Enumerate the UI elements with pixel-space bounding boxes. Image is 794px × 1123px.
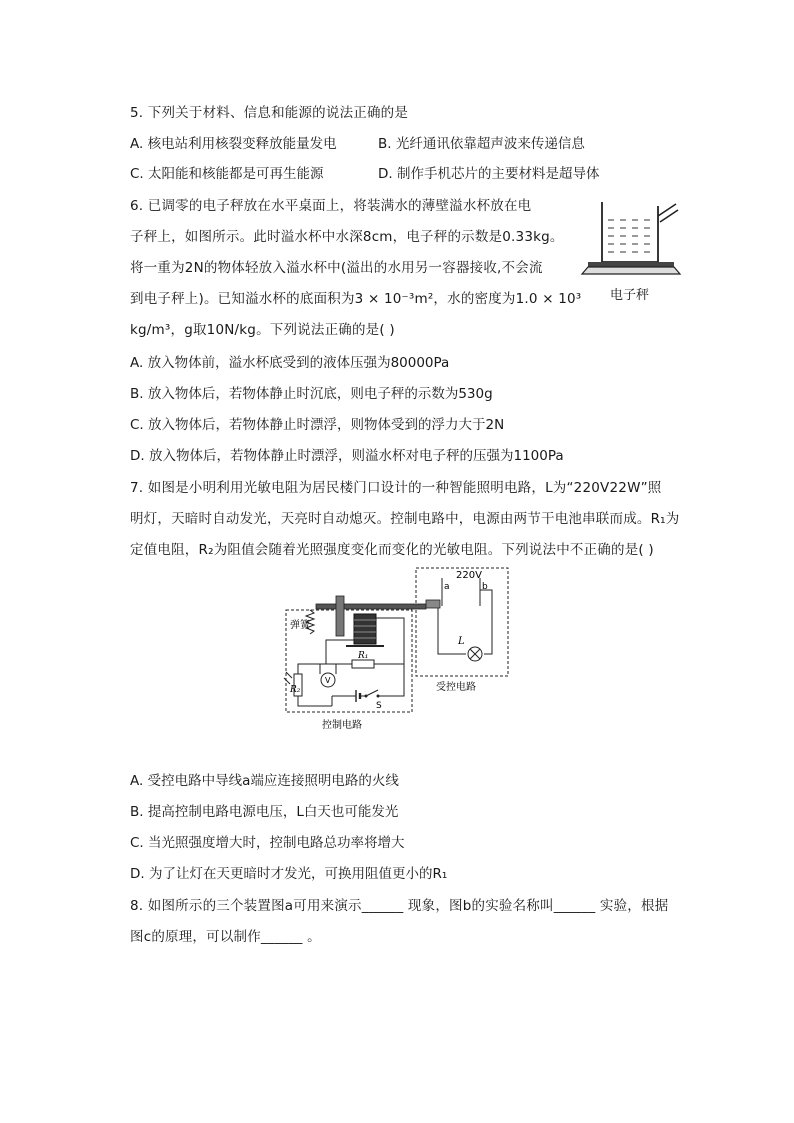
control-circuit-label: 控制电路 [322,720,362,731]
q8-line-2: 图c的原理，可以制作______ 。 [130,929,321,945]
q7-option-c: C. 当光照强度增大时，控制电路总功率将增大 [130,835,405,851]
q6-option-a: A. 放入物体前，溢水杯底受到的液体压强为80000Pa [130,355,450,371]
spring-label: 弹簧 [290,620,310,631]
q5-stem: 5. 下列关于材料、信息和能源的说法正确的是 [130,105,409,121]
r2-label: R₂ [290,685,301,695]
voltmeter-label: V [325,676,331,685]
q6-line-1: 6. 已调零的电子秤放在水平桌面上，将装满水的薄壁溢水杯放在电 [130,198,532,214]
q5-option-c: C. 太阳能和核能都是可再生能源 [130,166,324,182]
q7-line-3: 定值电阻，R₂为阻值会随着光照强度变化而变化的光敏电阻。下列说法中不正确的是( ) [130,542,654,558]
q5-option-d: D. 制作手机芯片的主要材料是超导体 [378,166,600,182]
q6-option-d: D. 放入物体后，若物体静止时漂浮，则溢水杯对电子秤的压强为1100Pa [130,448,564,464]
q6-line-3: 将一重为2N的物体轻放入溢水杯中(溢出的水用另一容器接收,不会流 [130,260,543,276]
q7-option-a: A. 受控电路中导线a端应连接照明电路的火线 [130,773,399,789]
switch-label: S [376,701,382,711]
q7-option-d: D. 为了让灯在天更暗时才发光，可换用阻值更小的R₁ [130,866,448,882]
q8-line-1: 8. 如图所示的三个装置图a可用来演示______ 现象，图b的实验名称叫______ 实验，根据 [130,898,669,914]
q6-option-c: C. 放入物体后，若物体静止时漂浮，则物体受到的浮力大于2N [130,417,505,433]
q5-option-a: A. 核电站利用核裂变释放能量发电 [130,136,337,152]
terminal-b-label: b [482,582,488,592]
r1-label: R₁ [358,651,369,661]
q6-option-b: B. 放入物体后，若物体静止时沉底，则电子秤的示数为530g [130,386,493,402]
controlled-circuit-label: 受控电路 [436,682,476,693]
scale-label: 电子秤 [610,288,650,303]
terminal-a-label: a [444,582,450,592]
circuit-figure [280,566,515,736]
voltage-label: 220V [456,570,482,581]
q7-line-1: 7. 如图是小明利用光敏电阻为居民楼门口设计的一种智能照明电路，L为“220V22W”照 [130,480,662,496]
q5-option-b: B. 光纤通讯依靠超声波来传递信息 [378,136,585,152]
q6-line-4: 到电子秤上)。已知溢水杯的底面积为3 × 10⁻³m²，水的密度为1.0 × 10³ [130,291,582,307]
q7-line-2: 明灯，天暗时自动发光，天亮时自动熄灭。控制电路中，电源由两节干电池串联而成。R₁为 [130,511,680,527]
lamp-label: L [458,636,465,647]
q6-line-2: 子秤上，如图所示。此时溢水杯中水深8cm，电子秤的示数是0.33kg。 [130,229,564,245]
q7-option-b: B. 提高控制电路电源电压，L白天也可能发光 [130,804,399,820]
q6-line-5: kg/m³，g取10N/kg。下列说法正确的是( ) [130,322,395,338]
